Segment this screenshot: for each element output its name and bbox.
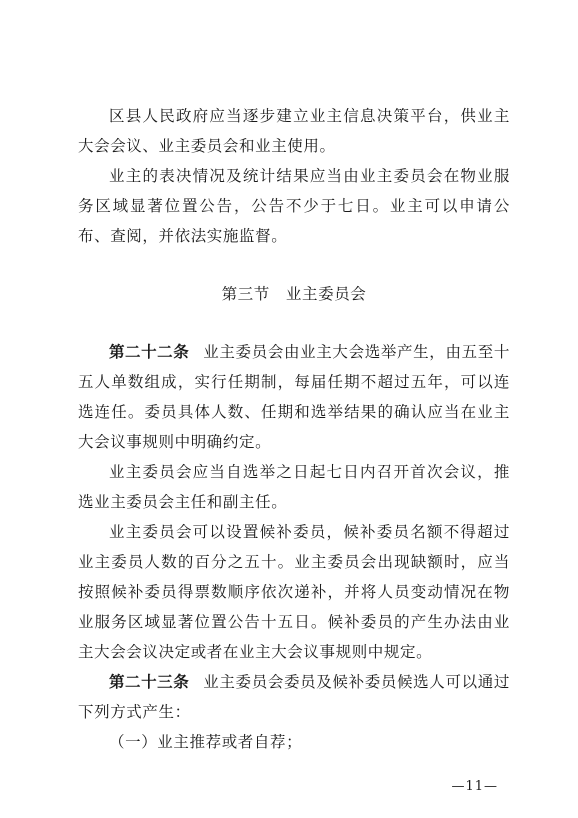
article-paragraph (78, 337, 510, 457)
section-heading (78, 279, 510, 309)
section-number: 第三节 (221, 285, 270, 303)
page-number: —11— (451, 779, 498, 794)
paragraph: 业主的表决情况及统计结果应当由业主委员会在物业服务区域显著位置公告，公告不少于七日。业主可以申请公布、查阅，并依法实施监督。 (78, 167, 510, 245)
article-number: 第二十二条 (109, 343, 190, 361)
document-body (78, 101, 510, 757)
paragraph: 区县人民政府应当逐步建立业主信息决策平台，供业主大会会议、业主委员会和业主使用。 (78, 107, 510, 155)
article-text: 业主委员会由业主大会选举产生，由五至十五人单数组成，实行任期制，每届任期不超过五年，可以连选连任。委员具体人数、任期和选举结果的确认应当在业主大会议事规则中明确约定。 (78, 343, 510, 451)
article-text: 业主委员会委员及候补委员候选人可以通过下列方式产生： (78, 673, 510, 721)
paragraph: 业主委员会应当自选举之日起七日内召开首次会议，推选业主委员会主任和副主任。 (78, 463, 510, 511)
section-title: 业主委员会 (285, 285, 367, 303)
paragraph: 业主委员会可以设置候补委员，候补委员名额不得超过业主委员人数的百分之五十。业主委员会出现缺额时，应当按照候补委员得票数顺序依次递补，并将人员变动情况在物业服务区域显著位置公告十五日。候补委员的产生办法由业主大会会议决定或者在业主大会议事规则中规定。 (78, 523, 510, 661)
article-paragraph (78, 667, 510, 727)
article-number: 第二十三条 (109, 673, 190, 691)
list-item: （一）业主推荐或者自荐； (109, 733, 303, 751)
